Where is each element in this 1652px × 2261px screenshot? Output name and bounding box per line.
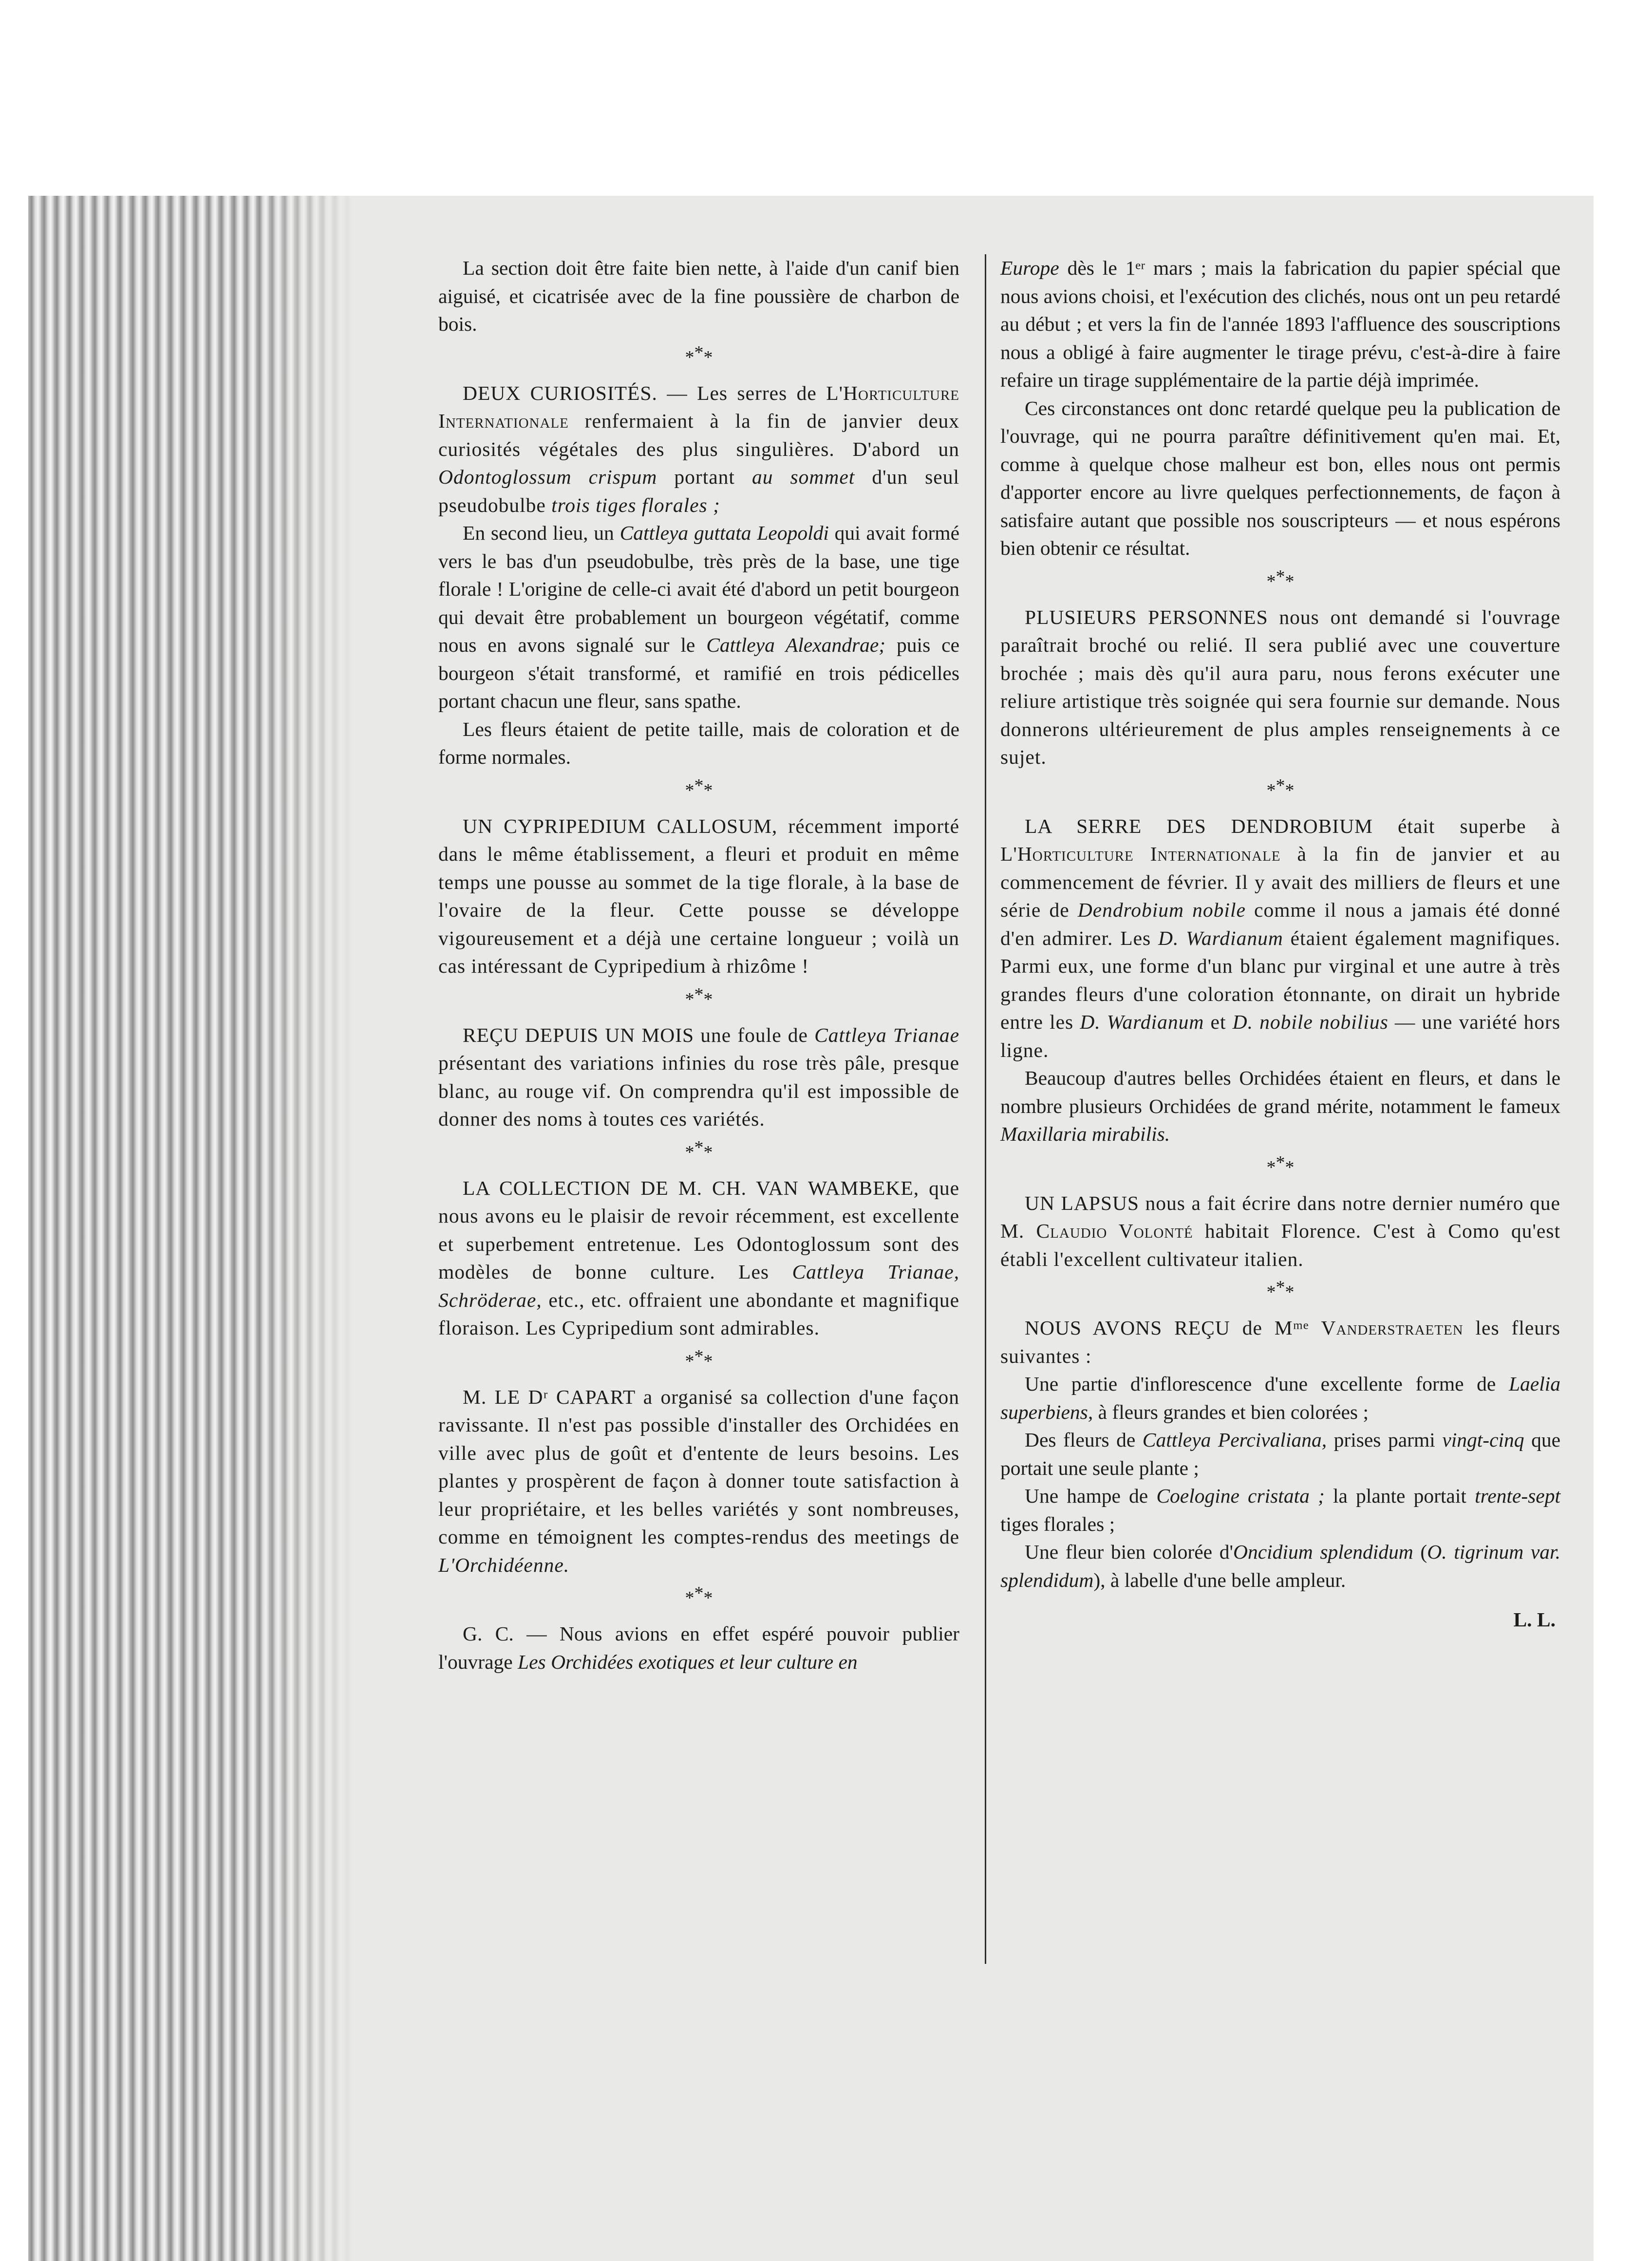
separator-stars: ***	[685, 1583, 713, 1608]
separator-stars: ***	[1266, 566, 1295, 592]
page-stack-binding	[28, 196, 356, 2261]
paragraph-coelogine-cristata: Une hampe de Coelogine cristata ; la plante portait trente-sept tiges florales ;	[1000, 1485, 1560, 1535]
paragraph-serre-dendrobium: LA SERRE DES DENDROBIUM était superbe à L'Horticulture Internationale à la fin de janvier et au commencement de février. Il y avait des milliers de fleurs et une série de Dendrobium nobile comme il nous a jamais été donné d'en admirer. Les D. Wardianum étaient également magnifiques. Parmi eux, une forme d'un blanc pur virginal et une autre à très grandes fleurs d'une coloration étonnante, on dirait un hybride entre les D. Wardianum et D. nobile nobilius — une variété hors ligne.	[1000, 814, 1561, 1061]
paragraph-inflorescence-laelia: Une partie d'inflorescence d'une excellente forme de Laelia superbiens, à fleurs grandes et bien colorées ;	[1000, 1373, 1560, 1423]
separator-stars: ***	[1266, 1277, 1295, 1302]
separator-stars: ***	[685, 342, 713, 368]
author-signature: L. L.	[1513, 1608, 1556, 1631]
separator-stars: ***	[1266, 775, 1295, 801]
paragraph-europe-continuation: Europe dès le 1ᵉʳ mars ; mais la fabrication du papier spécial que nous avions choisi, et l'exécution des clichés, nous ont un peu retardé au début ; et vers la fin de l'année 1893 l'affluence des souscriptions nous a obligé à faire augmenter le tirage prévu, c'est-à-dire à faire refaire un tirage supplémentaire de la partie déjà imprimée.	[1000, 257, 1560, 391]
paragraph-collection-van-wambeke: LA COLLECTION DE M. CH. VAN WAMBEKE, que nous avons eu le plaisir de revoir récemment, est excellente et superbement entretenue. Les Odontoglossum sont des modèles de bonne culture. Les Cattleya Trianae, Schröderae, etc., etc. offraient une abondante et magnifique floraison. Les Cypripedium sont admirables.	[438, 1176, 960, 1339]
separator-stars: ***	[685, 1137, 713, 1163]
paragraph-dr-capart: M. LE Dʳ CAPART a organisé sa collection d'une façon ravissante. Il n'est pas possible d'installer des Orchidées en ville avec plus de goût et d'entente de leurs besoins. Les plantes y prospèrent de façon à donner toute satisfaction à leur propriétaire, et les belles variétés y sont nombreuses, comme en témoignent les comptes-rendus des meetings de L'Orchidéenne.	[438, 1385, 959, 1576]
paragraph-section-cut: La section doit être faite bien nette, à l'aide d'un canif bien aiguisé, et cicatrisée avec de la fine poussière de charbon de bois.	[438, 257, 959, 335]
paragraph-beaucoup-autres: Beaucoup d'autres belles Orchidées étaient en fleurs, et dans le nombre plusieurs Orchidées de grand mérite, notamment le fameux Maxillaria mirabilis.	[1000, 1067, 1560, 1145]
paragraph-circonstances: Ces circonstances ont donc retardé quelque peu la publication de l'ouvrage, qui ne pourra paraître définitivement qu'en mai. Et, comme à quelque chose malheur est bon, elles nous ont permis d'apporter encore au livre quelques perfectionnements, de façon à satisfaire autant que possible nos souscripteurs — et nous espérons bien obtenir ce résultat.	[1000, 396, 1560, 559]
paragraph-nous-avons-recu: NOUS AVONS REÇU de Mᵐᵉ Vanderstraeten les fleurs suivantes :	[1000, 1317, 1561, 1367]
paragraph-un-lapsus: UN LAPSUS nous a fait écrire dans notre dernier numéro que M. Claudio Volonté habitait Florence. C'est à Como qu'est établi l'excellent cultivateur italien.	[1000, 1191, 1560, 1270]
column-rule	[985, 254, 986, 1964]
right-column	[1000, 254, 1560, 1634]
paragraph-fleurs-petite-taille: Les fleurs étaient de petite taille, mais de coloration et de forme normales.	[438, 717, 959, 768]
paragraph-oncidium-splendidum: Une fleur bien colorée d'Oncidium splendidum (O. tigrinum var. splendidum), à labelle d'une belle ampleur.	[1000, 1541, 1560, 1591]
page-content	[336, 196, 1594, 2261]
left-column	[336, 254, 959, 1676]
paragraph-deux-curiosites: DEUX CURIOSITÉS. — Les serres de L'Horticulture Internationale renfermaient à la fin de janvier deux curiosités végétales des plus singulières. D'abord un Odontoglossum crispum portant au sommet d'un seul pseudobulbe trois tiges florales ;	[438, 381, 959, 516]
separator-stars: ***	[685, 775, 713, 801]
paragraph-plusieurs-personnes: PLUSIEURS PERSONNES nous ont demandé si l'ouvrage paraîtrait broché ou relié. Il sera publié avec une couverture brochée ; mais dès qu'il aura paru, nous ferons exécuter une reliure artistique très soignée qui sera fournie sur demande. Nous donnerons ultérieurement de plus amples renseignements à ce sujet.	[1000, 605, 1560, 768]
paragraph-cypripedium-callosum: UN CYPRIPEDIUM CALLOSUM, récemment importé dans le même établissement, a fleuri et produit en même temps une pousse au sommet de la tige florale, à la base de l'ovaire de la fleur. Cette pousse se développe vigoureusement et a déjà une certaine longueur ; voilà un cas intéressant de Cypripedium à rhizôme !	[438, 814, 960, 977]
separator-stars: ***	[685, 1346, 713, 1372]
paragraph-second-lieu: En second lieu, un Cattleya guttata Leopoldi qui avait formé vers le bas d'un pseudobulbe, très près de la base, une tige florale ! L'origine de celle-ci avait été d'abord un petit bourgeon qui devait être probablement un bourgeon végétatif, comme nous en avons signalé sur le Cattleya Alexandrae; puis ce bourgeon s'était transformé, et ramifié en trois pédicelles portant chacun une fleur, sans spathe.	[438, 522, 959, 712]
separator-stars: ***	[1266, 1152, 1295, 1178]
separator-stars: ***	[685, 984, 713, 1010]
paragraph-gc-reply: G. C. — Nous avions en effet espéré pouvoir publier l'ouvrage Les Orchidées exotiques et leur culture en	[438, 1622, 959, 1673]
paragraph-cattleya-percivaliana: Des fleurs de Cattleya Percivaliana, prises parmi vingt-cinq que portait une seule plante ;	[1000, 1429, 1561, 1479]
paragraph-recu-depuis-un-mois: REÇU DEPUIS UN MOIS une foule de Cattleya Trianae présentant des variations infinies du rose très pâle, presque blanc, au rouge vif. On comprendra qu'il est impossible de donner des noms à toutes ces variétés.	[438, 1023, 959, 1130]
